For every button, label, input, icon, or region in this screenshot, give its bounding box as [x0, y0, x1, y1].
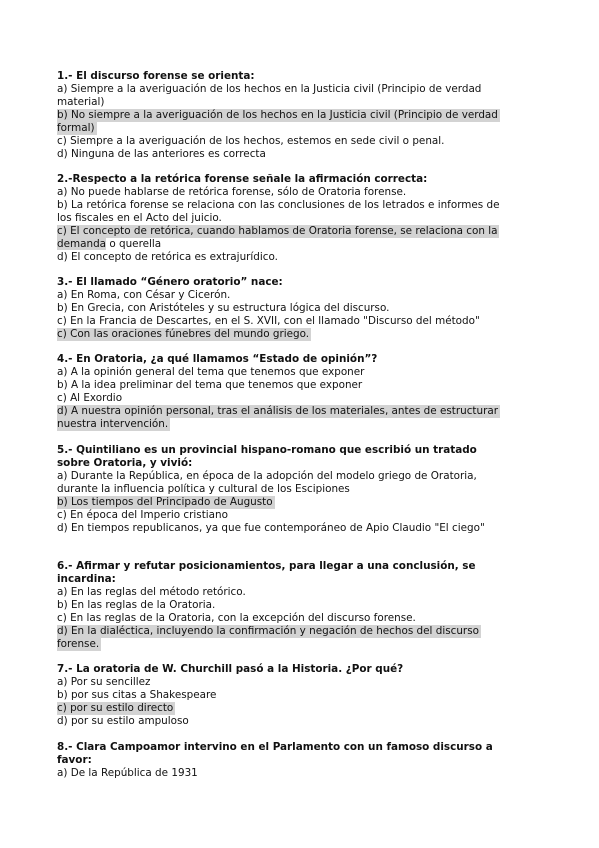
question-5-title-cont: sobre Oratoria, y vivió: [57, 457, 193, 469]
q5-option-a: a) Durante la República, en época de la adopción del modelo griego de Oratoria, [57, 470, 477, 482]
question-2-title: 2.-Respecto a la retórica forense señale la afirmación correcta: [57, 173, 428, 185]
q2-option-c-highlighted: c) El concepto de retórica, cuando hablamos de Oratoria forense, se relaciona con la [57, 225, 498, 237]
q5-option-c: c) En época del Imperio cristiano [57, 509, 228, 521]
question-6-title-cont: incardina: [57, 573, 116, 585]
q2-option-b-cont: los fiscales en el Acto del juicio. [57, 212, 222, 224]
q2-option-a: a) No puede hablarse de retórica forense, sólo de Oratoria forense. [57, 186, 407, 198]
q1-option-a-cont: material) [57, 96, 105, 108]
question-6-title: 6.- Afirmar y refutar posicionamientos, para llegar a una conclusión, se [57, 560, 476, 572]
q6-option-b: b) En las reglas de la Oratoria. [57, 599, 216, 611]
q2-option-b: b) La retórica forense se relaciona con las conclusiones de los letrados e informes de [57, 199, 500, 211]
q7-option-b: b) por sus citas a Shakespeare [57, 689, 217, 701]
q5-option-a-cont: durante la influencia política y cultural de los Escipiones [57, 483, 350, 495]
q2-option-c-highlighted-word: demanda [57, 238, 107, 250]
q7-option-c-highlighted: c) por su estilo directo [57, 702, 174, 714]
q2-option-c-cont [57, 238, 161, 251]
question-1-title: 1.- El discurso forense se orienta: [57, 70, 255, 82]
q1-option-b-highlighted-cont: formal) [57, 122, 95, 134]
question-5-title: 5.- Quintiliano es un provincial hispano-romano que escribió un tratado [57, 444, 477, 456]
q2-option-c-tail: o querella [106, 238, 162, 250]
q4-option-c: c) Al Exordio [57, 392, 123, 404]
q4-option-d-highlighted: d) A nuestra opinión personal, tras el análisis de los materiales, antes de estructurar [57, 405, 498, 417]
q3-option-c2-highlighted: c) Con las oraciones fúnebres del mundo griego. [57, 328, 310, 340]
q3-option-b: b) En Grecia, con Aristóteles y su estructura lógica del discurso. [57, 302, 390, 314]
question-8-title: 8.- Clara Campoamor intervino en el Parlamento con un famoso discurso a [57, 741, 493, 753]
q1-option-b-highlighted: b) No siempre a la averiguación de los hechos en la Justicia civil (Principio de verdad [57, 109, 498, 121]
q1-option-d: d) Ninguna de las anteriores es correcta [57, 148, 266, 160]
question-4-title: 4.- En Oratoria, ¿a qué llamamos “Estado de opinión”? [57, 353, 378, 365]
q7-option-a: a) Por su sencillez [57, 676, 151, 688]
q6-option-c: c) En las reglas de la Oratoria, con la excepción del discurso forense. [57, 612, 416, 624]
q3-option-a: a) En Roma, con César y Cicerón. [57, 289, 231, 301]
q6-option-a: a) En las reglas del método retórico. [57, 586, 246, 598]
q4-option-b: b) A la idea preliminar del tema que tenemos que exponer [57, 379, 363, 391]
q6-option-d-highlighted: d) En la dialéctica, incluyendo la confirmación y negación de hechos del discurso [57, 625, 479, 637]
question-8-title-cont: favor: [57, 754, 92, 766]
q4-option-a: a) A la opinión general del tema que tenemos que exponer [57, 366, 365, 378]
q3-option-c: c) En la Francia de Descartes, en el S. XVII, con el llamado "Discurso del método" [57, 315, 480, 327]
q5-option-d: d) En tiempos republicanos, ya que fue contemporáneo de Apio Claudio "El ciego" [57, 522, 485, 534]
question-3-title: 3.- El llamado “Género oratorio” nace: [57, 276, 283, 288]
q1-option-a: a) Siempre a la averiguación de los hechos en la Justicia civil (Principio de verdad [57, 83, 482, 95]
q4-option-d-highlighted-cont: nuestra intervención. [57, 418, 169, 430]
q2-option-d: d) El concepto de retórica es extrajurídico. [57, 251, 278, 263]
q7-option-d: d) por su estilo ampuloso [57, 715, 189, 727]
q5-option-b-highlighted: b) Los tiempos del Principado de Augusto [57, 496, 273, 508]
q6-option-d-highlighted-cont: forense. [57, 638, 100, 650]
question-7-title: 7.- La oratoria de W. Churchill pasó a la Historia. ¿Por qué? [57, 663, 404, 675]
q1-option-c: c) Siempre a la averiguación de los hechos, estemos en sede civil o penal. [57, 135, 445, 147]
q8-option-a: a) De la República de 1931 [57, 767, 198, 779]
